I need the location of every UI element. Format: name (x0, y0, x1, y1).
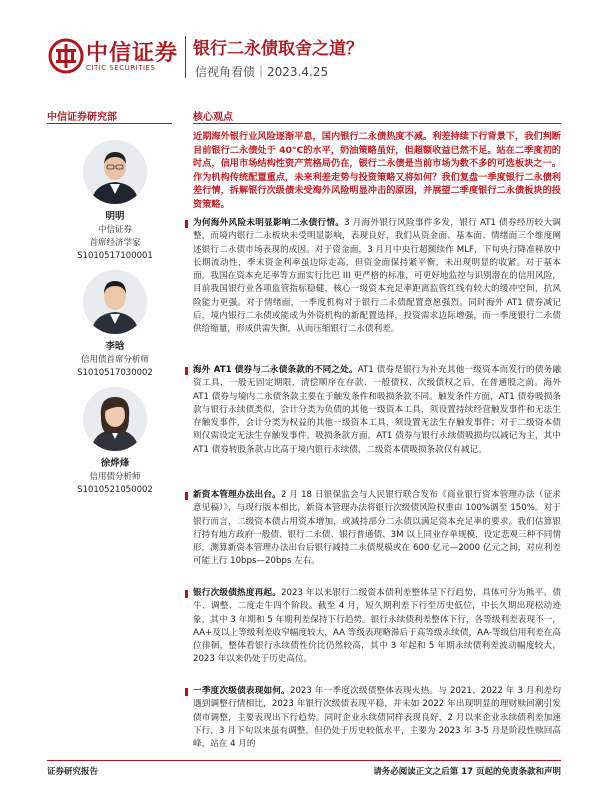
paragraph-lead: 银行次级债热度再起。 (193, 588, 282, 598)
citic-logo-icon (48, 38, 84, 74)
analyst-org: 中信证券 (97, 225, 132, 235)
analyst-name: 徐烨烽 (100, 458, 130, 469)
analyst-name: 李晗 (105, 341, 125, 352)
bullet-marker (185, 367, 188, 375)
analyst-role: 首席经济学家 (89, 238, 141, 248)
paragraph (193, 217, 561, 337)
main-rule (193, 123, 561, 124)
paragraph-lead: 新资本管理办法出台。 (193, 490, 281, 500)
key-points-highlight (193, 130, 561, 212)
analyst-card (60, 140, 170, 263)
analyst-card (60, 387, 170, 497)
paragraph-text: 2 月 18 日银保监会与人民银行联合发布《商业银行资本管理办法（征求意见稿）》，与现行版本相比，新资本管理办法将银行次级债风险权重由 100%调至 150%。对于银行而言，二级资本债占用资本增加，或减持部分二永债以满足资本充足率的要求。我们估算银行持有地方政府一般债、银行二永债、银行普通债、3M 以上同业存单规模，设定悲观三种不同情形，测算新资本管理办法出台后银行减持二永债规模或在 600 亿元—2000 亿元之间，对应利差可能上行 10bps—20bps 左右。 (193, 490, 561, 567)
bullet-marker (185, 590, 188, 598)
brand-name-en: CITIC SECURITIES (86, 64, 156, 72)
footer-disclaimer: 请务必阅读正文之后第 17 页起的免责条款和声明 (373, 767, 561, 777)
key-points-label: 核心观点 (193, 112, 233, 123)
highlight-text: 近期海外银行业风险逐渐平息，国内银行二永债热度不减。利差持续下行背景下，我们判断目前银行二永债处于 40°C的水平，奶油策略虽好，但超额收益已然不足。站在二季度初的时点，信用市场结构性资产荒格局仍在，银行二永债是当前市场为数不多的可选板块之一。作为机构传统配置重点，未来利差走势与投资策略又将如何？我们复盘一季度银行二永债利差行情，拆解银行次级债未受海外风险明显冲击的原因，并展望二季度银行二永债板块的投资策略。 (193, 131, 561, 210)
report-header (0, 0, 600, 96)
analyst-role: 信用债首席分析师 (80, 355, 149, 365)
bullet-marker (185, 492, 188, 500)
avatar (83, 140, 147, 204)
analyst-role: 信用债分析师 (89, 472, 141, 482)
brand-name-cn: 中信证券 (86, 41, 179, 66)
paragraph-text: 2023 年一季度次级债整体表现火热。与 2021、2022 年 3 月利差均遇到调整行情相比，2023 年银行次级债表现平稳，并未如 2022 年出现明显的理财赎回潮引发债市调整，主要表现出下行趋势。同时企业永续债同样表现良好，2 月以来企业永续债利差加速下行，3 月下旬以来虽有调整，但仍处于历史较低水平，主要为 2023 年 3-5 月是阶段性赎回高峰，站在 4 月的 (193, 686, 561, 750)
paragraph-lead: 为何海外风险未明显影响二永债行情。 (193, 218, 345, 228)
analyst-card (60, 270, 170, 380)
analyst-name: 明明 (105, 211, 125, 222)
paragraph-text: 3 月海外银行风险事件多发，银行 AT1 债券经历较大调整，而境内银行二永板块未受明显影响，表现良好，我们从资金面、基本面、情绪面三个维度阐述银行二永债市场表现的成因。对于资金面，3 月月中央行超额续作 MLF，下旬央行降准释放中长期流动性，季末资金利率虽边际走高，但资金面保持紧平衡，未出现明显的收紧。对于基本面，我国在资本充足率等方面实行比巴 III 更严格的标准，可更好地监控与识别潜在的信用风险，目前我国银行业各项监管指标稳健，核心一级资本充足率距离监管红线有较大的缓冲空间，抗风险能力更强。对于情绪面，一季度机构对于银行二永债配置意愿强烈。同时海外 AT1 债券减记后，境内银行二永债或能成为外资机构的新配置选择，投资需求边际增强，而一季度银行二永债供给缩量，形成供需失衡，从而压缩银行二永债利差。 (193, 218, 561, 335)
paragraph (193, 364, 561, 457)
report-subtitle: 信视角看债｜2023.4.25 (195, 65, 329, 79)
avatar (83, 270, 147, 334)
avatar (83, 387, 147, 451)
paragraph-text: 2023 年以来银行二级资本债利差整体呈下行趋势，具体可分为熊平、债牛、调整、二度走牛四个阶段。截至 4 月，短久期利差下行至历史低位，中长久期出现松动迹象，其中 3 年期和 5 年期利差保持下行趋势。银行永续债利差整体下行，各等级利差表现不一，AA+及以上等级利差收窄幅度较大，AA 等级表现略滞后于高等级永续债，AA-等级信用利差在高位徘徊，整体看银行永续债性价比仍然较高，其中 3 年起和 5 年期永续债利差波动幅度较大，2023 年以来仍处于历史高位。 (193, 588, 561, 665)
paragraph (193, 685, 561, 751)
footer-label: 证券研究报告 (47, 767, 99, 777)
sidebar-rule (47, 123, 172, 124)
analyst-id: S1010517100001 (77, 251, 153, 261)
paragraph (193, 489, 561, 569)
dept-label: 中信证券研究部 (47, 112, 117, 123)
report-title: 银行二永债取舍之道？ (193, 39, 363, 59)
paragraph-text: AT1 债券是银行为补充其他一级资本而发行的债务融资工具，一般无固定期限，清偿顺序在存款、一般债权、次级债权之后，在普通股之前。海外 AT1 债券与境内二永债条款主要在于触发条件和吸损条款不同。触发条件方面，AT1 债券吸损条款与银行永续债类似，会计分类为负债的其他一级资本工具，须设置持续经营触发事件和无法生存触发事件，会计分类为权益的其他一级资本工具，须设置无法生存触发事件；对于二级资本债则仅需设定无法生存触发事件。吸损条款方面，AT1 债券与银行永续债吸损均以减记为主，其中 AT1 债券转股条款占比高于境内银行永续债，二级资本债吸损条款仅有减记。 (193, 365, 561, 455)
title-divider (185, 36, 186, 78)
footer-rule (47, 760, 561, 761)
bullet-marker (185, 688, 188, 696)
analyst-id: S1010521050002 (77, 485, 153, 495)
paragraph-lead: 海外 AT1 债券与二永债条款的不同之处。 (193, 365, 358, 375)
paragraph (193, 587, 561, 667)
bullet-marker (185, 220, 188, 228)
analyst-id: S1010517030002 (77, 368, 153, 378)
brand-logo (48, 34, 178, 74)
paragraph-lead: 一季度次级债表现如何。 (193, 686, 290, 696)
